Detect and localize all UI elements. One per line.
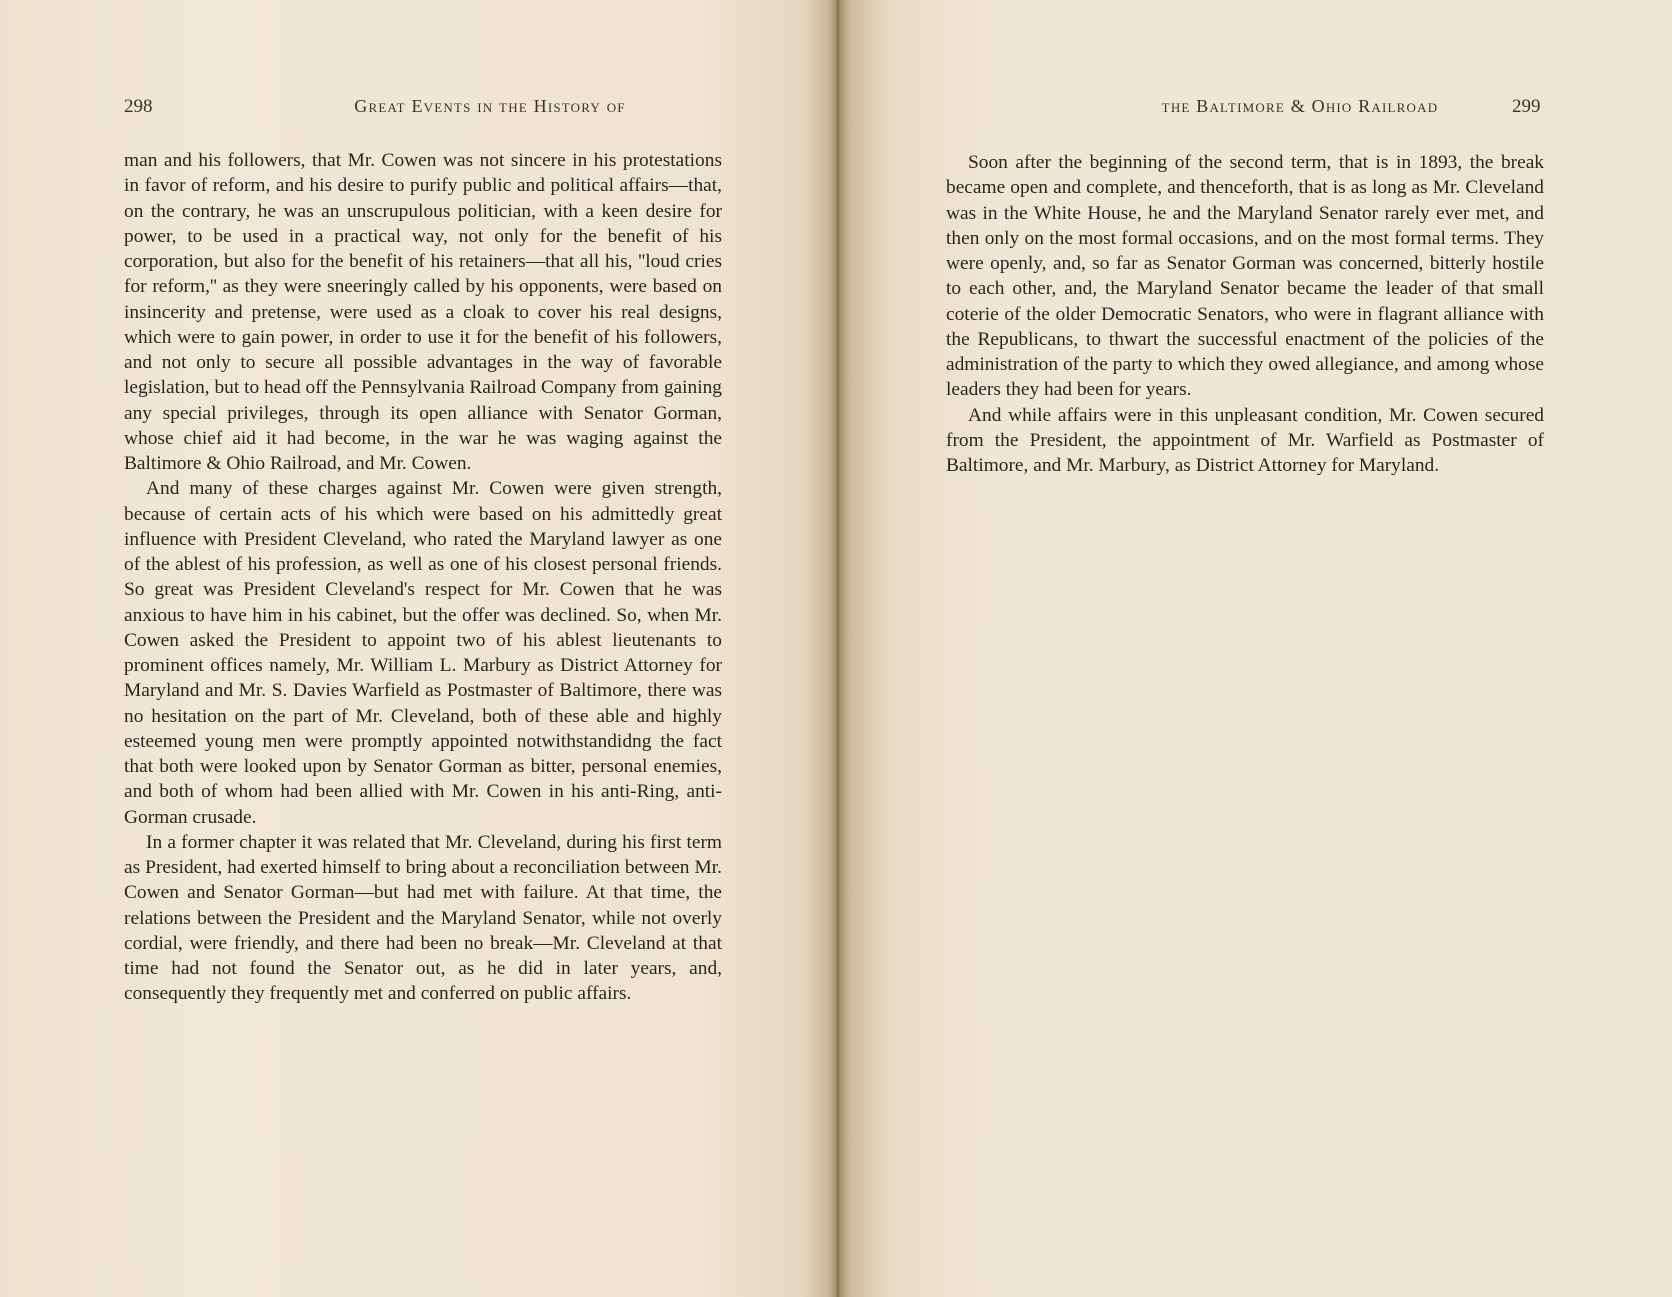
left-page-body — [124, 148, 722, 1007]
page-number-left: 298 — [124, 96, 153, 117]
paragraph-left-1: man and his followers, that Mr. Cowen was not sincere in his protestations in favor of reform, and his desire to purify public and political affairs—that, on the contrary, he was an unscrupulous politician, with a keen desire for power, to be used in a practical way, not only for the benefit of his corporation, but also for the benefit of his retainers—that all his, ''loud cries for reform,'' as they were sneeringly called by his opponents, were based on insincerity and pretense, were used as a cloak to cover his real designs, which were to gain power, in order to use it for the benefit of his followers, and not only to secure all possible advantages in the way of favorable legislation, but to head off the Pennsylvania Railroad Company from gaining any special privileges, through its open alliance with Senator Gorman, whose chief aid it had become, in the war he was waging against the Baltimore & Ohio Railroad, and Mr. Cowen. — [124, 150, 722, 474]
right-page-body — [946, 150, 1544, 478]
paragraph-right-2: And while affairs were in this unpleasant condition, Mr. Cowen secured from the President, the appointment of Mr. Warfield as Postmaster of Baltimore, and Mr. Marbury, as District Attorney for Maryland. — [946, 404, 1544, 476]
page-number-right: 299 — [1512, 96, 1541, 117]
running-head-right: the Baltimore & Ohio Railroad — [1161, 96, 1439, 116]
running-head-left: Great Events in the History of — [354, 96, 626, 116]
left-page — [0, 0, 832, 1297]
paragraph-left-3: In a former chapter it was related that Mr. Cleveland, during his first term as President, had exerted himself to bring about a reconciliation between Mr. Cowen and Senator Gorman—but had met with failure. At that time, the relations between the President and the Maryland Senator, while not overly cordial, were friendly, and there had been no break—Mr. Cleveland at that time had not found the Senator out, as he did in later years, and, consequently they frequently met and conferred on public affairs. — [124, 831, 722, 1005]
paragraph-right-1: Soon after the beginning of the second term, that is in 1893, the break became open and complete, and thenceforth, that is as long as Mr. Cleveland was in the White House, he and the Maryland Senator rarely ever met, and then only on the most formal occasions, and on the most formal terms. They were openly, and, so far as Senator Gorman was concerned, bitterly hostile to each other, and, the Maryland Senator became the leader of that small coterie of the older Democratic Senators, who were in flagrant alliance with the Republicans, to thwart the successful enactment of the policies of the administration of the party to which they owed allegiance, and among whose leaders they had been for years. — [946, 152, 1544, 401]
paragraph-left-2: And many of these charges against Mr. Cowen were given strength, because of certain acts of his which were based on his admittedly great influence with President Cleveland, who rated the Maryland lawyer as one of the ablest of his profession, as well as one of his closest personal friends. So great was President Cleveland's respect for Mr. Cowen that he was anxious to have him in his cabinet, but the offer was declined. So, when Mr. Cowen asked the President to appoint two of his ablest lieutenants to prominent offices namely, Mr. William L. Marbury as District Attorney for Maryland and Mr. S. Davies Warfield as Postmaster of Baltimore, there was no hesitation on the part of Mr. Cleveland, both of these able and highly esteemed young men were promptly appointed notwithstandidng the fact that both were looked upon by Senator Gorman as bitter, personal enemies, and both of whom had been allied with Mr. Cowen in his anti-Ring, anti-Gorman crusade. — [124, 478, 722, 828]
right-page — [840, 0, 1672, 1297]
